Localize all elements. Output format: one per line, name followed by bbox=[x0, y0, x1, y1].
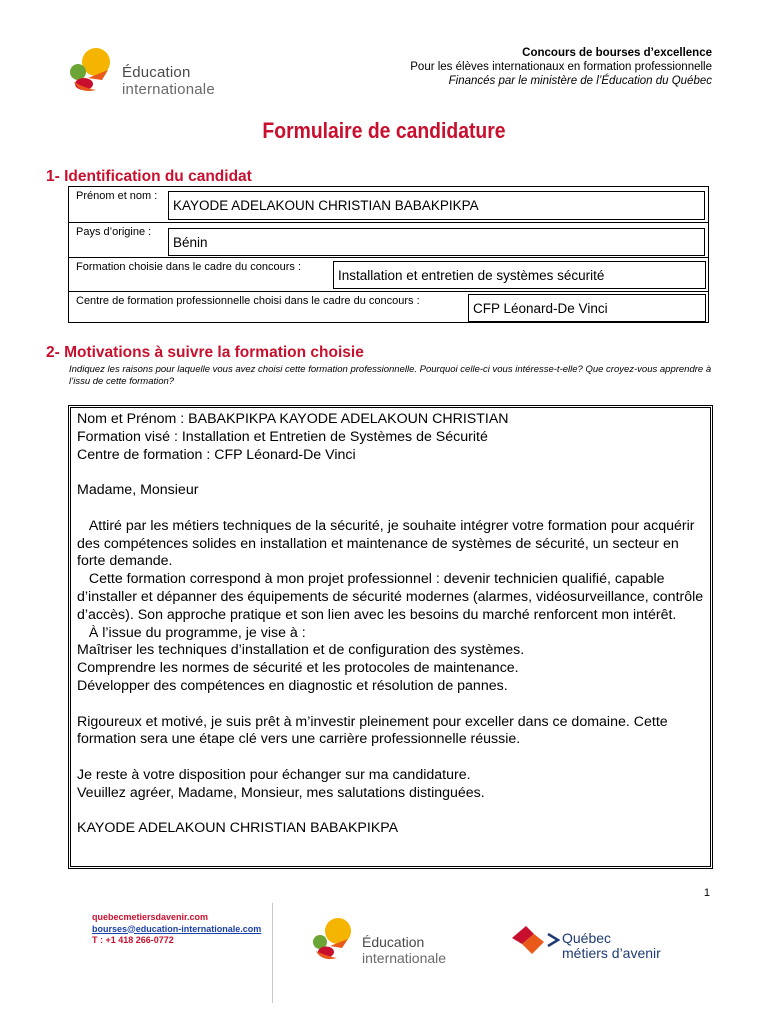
letter-line: Nom et Prénom : BABAKPIKPA KAYODE ADELAKOUN CHRISTIAN bbox=[77, 411, 509, 427]
section2-heading: 2- Motivations à suivre la formation choisie bbox=[46, 344, 364, 361]
footer-divider bbox=[272, 903, 273, 1003]
id-row-center bbox=[69, 292, 708, 322]
footer-logo-text-line2: internationale bbox=[362, 950, 447, 966]
letter-goal: Maîtriser les techniques d’installation et de configuration des systèmes. bbox=[77, 642, 525, 659]
footer-logo-text-line1: Éducation bbox=[362, 934, 425, 950]
letter-closing: Veuillez agréer, Madame, Monsieur, mes salutations distinguées. bbox=[77, 784, 485, 801]
letter-paragraph: Cette formation correspond à mon projet professionnel : devenir technicien qualifié, capable d’installer et dépanner des équipements de sécurité modernes (alarmes, vidéosurveillance, contrôle d’accès). Son approche pratique et son lien avec les besoins du marché renforcent mon intérêt. bbox=[77, 571, 708, 623]
id-label-center: Centre de formation professionnelle choisi dans le cadre du concours : bbox=[76, 295, 420, 307]
id-row-country bbox=[69, 223, 708, 258]
letter-goal: Comprendre les normes de sécurité et les protocoles de maintenance. bbox=[77, 660, 519, 677]
id-label-name: Prénom et nom : bbox=[76, 190, 158, 202]
page-title: Formulaire de candidature bbox=[262, 118, 506, 143]
letter-signature: KAYODE ADELAKOUN CHRISTIAN BABAKPIKPA bbox=[77, 820, 399, 837]
footer-education-logo-icon bbox=[308, 914, 360, 966]
letter-paragraph: Attiré par les métiers techniques de la sécurité, je souhaite intégrer votre formation pour acquérir des compétences solides en installation et maintenance de systèmes de sécurité, un secteur en forte demande. bbox=[77, 517, 699, 570]
footer-website-link[interactable]: quebecmetiersdavenir.com bbox=[92, 912, 209, 922]
id-label-program: Formation choisie dans le cadre du concours : bbox=[76, 261, 302, 273]
letter-salutation: Madame, Monsieur bbox=[77, 482, 199, 499]
header-info bbox=[410, 46, 712, 88]
section1-heading: 1- Identification du candidat bbox=[46, 168, 252, 185]
name-field[interactable]: KAYODE ADELAKOUN CHRISTIAN BABAKPIKPA bbox=[168, 191, 705, 220]
logo-text-line2: internationale bbox=[122, 81, 215, 98]
letter-closing: Je reste à votre disposition pour échanger sur ma candidature. bbox=[77, 766, 471, 783]
program-field[interactable]: Installation et entretien de systèmes sécurité bbox=[333, 261, 706, 289]
header-contest-title: Concours de bourses d’excellence bbox=[522, 47, 712, 59]
letter-paragraph: Rigoureux et motivé, je suis prêt à m’investir pleinement pour exceller dans ce domaine. Cette formation sera une étape clé vers une carrière professionnelle réussie. bbox=[77, 713, 668, 748]
header-funding: Financés par le ministère de l’Éducation du Québec bbox=[448, 75, 712, 87]
footer-email-link[interactable]: bourses@education-internationale.com bbox=[92, 923, 262, 934]
footer-contact bbox=[92, 912, 261, 947]
motivation-letter-field[interactable] bbox=[68, 405, 713, 869]
letter-line: Centre de formation : CFP Léonard-De Vinci bbox=[77, 446, 356, 463]
id-row-program bbox=[69, 258, 708, 292]
header-audience: Pour les élèves internationaux en formation professionnelle bbox=[410, 61, 712, 73]
id-row-name bbox=[69, 187, 708, 223]
id-label-country: Pays d’origine : bbox=[76, 226, 152, 238]
country-field[interactable]: Bénin bbox=[168, 228, 705, 256]
quebec-logo-text-line1: Québec bbox=[562, 930, 612, 946]
letter-goal: Développer des compétences en diagnostic et résolution de pannes. bbox=[77, 677, 508, 694]
page-number: 1 bbox=[703, 887, 710, 899]
quebec-metiers-logo-icon bbox=[508, 920, 560, 960]
letter-line: Formation visé : Installation et Entretien de Systèmes de Sécurité bbox=[77, 428, 488, 445]
letter-paragraph: À l’issue du programme, je vise à : bbox=[77, 624, 306, 641]
identification-table bbox=[68, 186, 709, 323]
logo-text-line1: Éducation bbox=[122, 64, 191, 81]
section2-description: Indiquez les raisons pour laquelle vous avez choisi cette formation professionnelle. Pourquoi celle-ci vous intéresse-t-elle? Que croyez-vous apprendre à l’issu de cette formation? bbox=[69, 364, 712, 387]
footer-phone: T : +1 418 266-0772 bbox=[92, 935, 174, 945]
center-field[interactable]: CFP Léonard-De Vinci bbox=[468, 294, 706, 322]
quebec-logo-text-line2: métiers d’avenir bbox=[562, 945, 661, 961]
